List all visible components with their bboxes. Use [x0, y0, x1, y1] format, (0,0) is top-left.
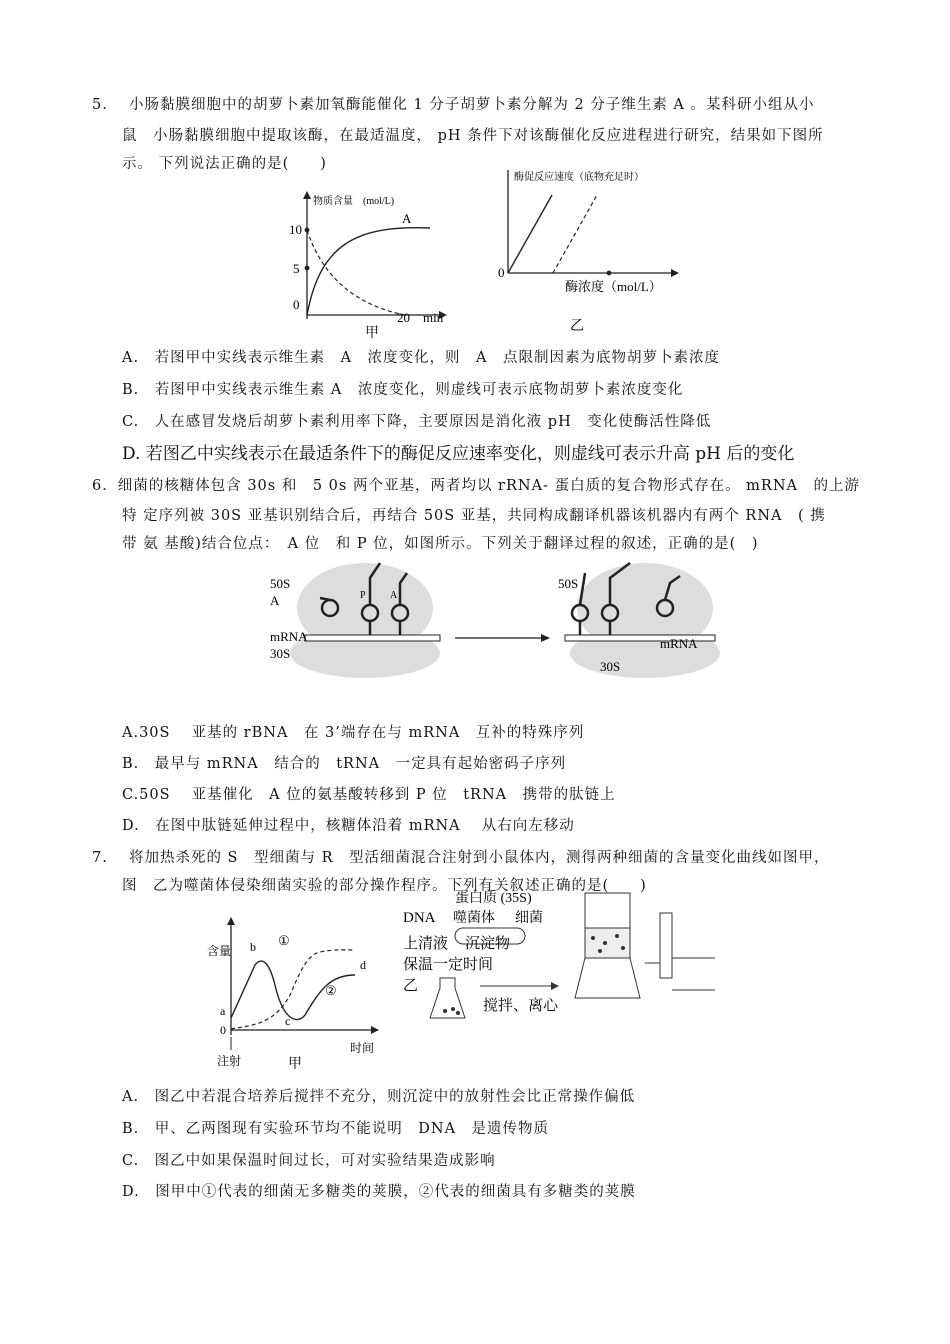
q6-option-a: A.30S 亚基的 rBNA 在 3’端存在与 mRNA 互补的特殊序列 — [122, 725, 585, 741]
q7-option-a: A. 图乙中若混合培养后搅拌不充分，则沉淀中的放射性会比正常操作偏低 — [122, 1089, 636, 1105]
q6-ribosome-figure — [265, 558, 725, 683]
figure-label: 20 — [397, 310, 410, 325]
figure-label: 10 — [289, 222, 302, 237]
q5-option-a: A. 若图甲中实线表示维生素 A 浓度变化，则 A 点限制因素为底物胡萝卜素浓度 — [122, 350, 721, 366]
q5-figure-yi — [490, 165, 680, 335]
q6-line-2: 特 定序列被 30S 亚基识别结合后，再结合 50S 亚基，共同构成翻译机器该机器内有两个 RNA ( 携 — [122, 508, 826, 524]
figure-label: 5 — [293, 261, 300, 276]
figure-label: 酶促反应速度（底物充足时） — [514, 172, 644, 183]
bacteria-label: 细菌 — [515, 911, 543, 926]
figure-label: 0 — [498, 265, 505, 280]
dna-label: DNA — [403, 910, 436, 926]
q7-line-2: 图 乙为噬菌体侵染细菌实验的部分操作程序。下列有关叙述正确的是( ) — [122, 878, 647, 894]
q5-line-3: 示。 下列说法正确的是( ) — [122, 156, 327, 172]
q7-option-d: D. 图甲中①代表的细菌无多糖类的荚膜，②代表的细菌具有多糖类的荚膜 — [122, 1184, 636, 1200]
q6-option-b: B. 最早与 mRNA 结合的 tRNA 一定具有起始密码子序列 — [122, 756, 567, 772]
figure-label: a — [220, 1004, 226, 1018]
q5-option-c: C. 人在感冒发烧后胡萝卜素利用率下降，主要原因是消化液 pH 变化使酶活性降低 — [122, 414, 712, 430]
q7-line-1: 7. 将加热杀死的 S 型细菌与 R 型活细菌混合注射到小鼠体内，测得两种细菌的含量变化曲线如图甲， — [92, 850, 830, 866]
figure-label: c — [285, 1014, 291, 1028]
q5-line-1: 5. 小肠黏膜细胞中的胡萝卜素加氧酶能催化 1 分子胡萝卜素分解为 2 分子维生素 A 。某科研小组从小 — [92, 97, 815, 113]
phage-label: 噬菌体 — [453, 911, 495, 926]
q5-line-2: 鼠 小肠黏膜细胞中提取该酶，在最适温度， pH 条件下对该酶催化反应进程进行研究，结果如下图所 — [122, 128, 824, 144]
figure-label: 酶浓度（mol/L） — [565, 279, 662, 294]
figure-label: P — [360, 590, 366, 601]
figure-label: A — [390, 590, 398, 601]
step-label: 搅拌、离心 — [483, 998, 559, 1014]
jia-curve-a: A — [402, 211, 412, 226]
figure-label: ① — [278, 933, 290, 948]
figure-label: 甲 — [288, 1057, 302, 1070]
figure-label: 50S — [270, 576, 291, 591]
figure-label: d — [360, 958, 366, 972]
supernatant-label: 上清液 — [403, 936, 449, 952]
q5-option-b: B. 若图甲中实线表示维生素 A 浓度变化，则虚线可表示底物胡萝卜素浓度变化 — [122, 382, 684, 398]
figure-label: 30S — [270, 646, 291, 661]
figure-label: A — [270, 593, 280, 608]
figure-label: 时间 — [350, 1041, 375, 1055]
figure-label: 乙 — [570, 319, 584, 334]
q6-line-3: 带 氨 基酸)结合位点： A 位 和 P 位，如图所示。下列关于翻译过程的叙述，正确的是( ) — [122, 536, 759, 552]
protein-label: 蛋白质 (35S) — [455, 891, 532, 906]
figure-label: mRNA — [660, 636, 698, 651]
q6-line-1: 6．细菌的核糖体包含 30s 和 5 0s 两个亚基，两者均以 rRNA- 蛋白质的复合物形式存在。 mRNA 的上游 — [92, 478, 861, 494]
figure-label: mRNA — [270, 629, 308, 644]
figure-label: 注射 — [217, 1054, 242, 1068]
sediment-label: 沉淀物 — [465, 936, 511, 952]
figure-label: 0 — [293, 297, 300, 312]
jia-ylabel: 物质含量 (mol/L) — [313, 196, 395, 207]
figure-label: 含量 — [207, 944, 232, 958]
q6-option-c: C.50S 亚基催化 A 位的氨基酸转移到 P 位 tRNA 携带的肽链上 — [122, 787, 616, 803]
figure-label: 50S — [558, 576, 579, 591]
figure-label: b — [250, 940, 256, 954]
figure-label: min — [423, 310, 444, 325]
figure-label: 0 — [220, 1023, 226, 1037]
incubate-label: 保温一定时间 — [403, 957, 494, 973]
q7-option-c: C. 图乙中如果保温时间过长，可对实验结果造成影响 — [122, 1153, 496, 1169]
figure-label: 30S — [600, 659, 621, 674]
q7-option-b: B. 甲、乙两图现有实验环节均不能说明 DNA 是遗传物质 — [122, 1121, 550, 1137]
figure-label: ② — [325, 983, 337, 998]
q5-figure-jia — [285, 185, 455, 340]
q7-figure-yi — [395, 868, 765, 1028]
jia-caption: 甲 — [365, 326, 379, 340]
q6-option-d: D. 在图中肽链延伸过程中，核糖体沿着 mRNA 从右向左移动 — [122, 818, 575, 834]
q7-figure-jia — [205, 915, 390, 1070]
q5-option-d: D. 若图乙中实线表示在最适条件下的酶促反应速率变化，则虚线可表示升高 pH 后的变化 — [122, 444, 795, 464]
yi-caption: 乙 — [403, 978, 419, 994]
